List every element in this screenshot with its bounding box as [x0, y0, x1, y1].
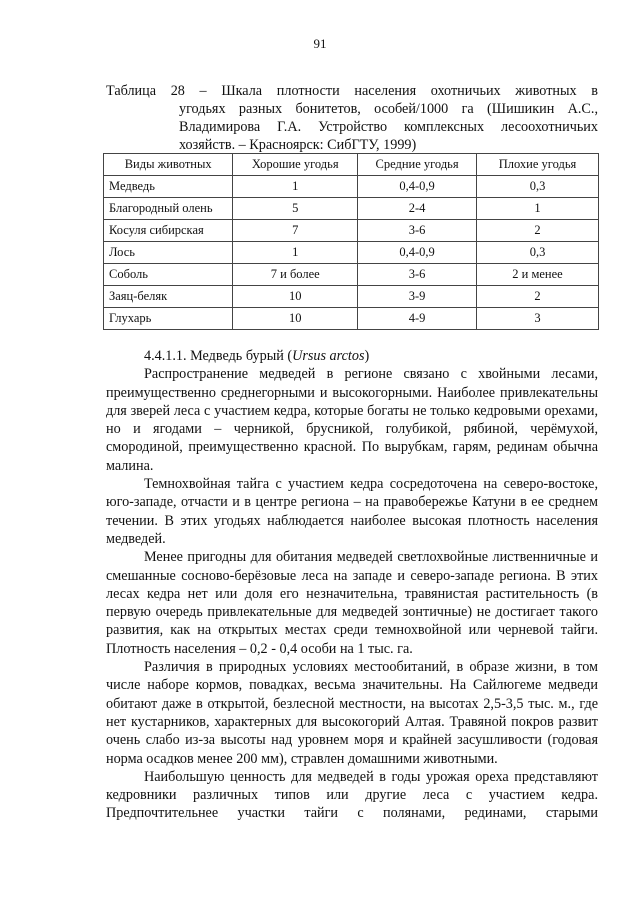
table-cell: 0,4-0,9: [358, 176, 477, 198]
table-cell: 10: [233, 308, 358, 330]
table-cell: 2 и менее: [477, 264, 599, 286]
species-cell: Благородный олень: [104, 198, 233, 220]
paragraph: Темнохвойная тайга с участием кедра сосредоточена на северо-востоке, юго-западе, отчасти и в центре региона – на правобережье Катуни в ее среднем течении. В этих угодьях наблюдается наиболее высокая плотность населения медведей.: [106, 476, 598, 547]
table-cell: 10: [233, 286, 358, 308]
table-cell: 2-4: [358, 198, 477, 220]
species-cell: Лось: [104, 242, 233, 264]
table-cell: 1: [233, 176, 358, 198]
table-row: [104, 198, 599, 220]
density-table: [103, 153, 599, 330]
latin-name: Ursus arctos: [292, 348, 365, 364]
page-number: 91: [313, 36, 327, 51]
table-cell: 3-6: [358, 264, 477, 286]
heading-close: ): [364, 348, 370, 364]
table-row: [104, 308, 599, 330]
caption-line: угодьях разных бонитетов, особей/1000 га (Шишикин А.С.,: [179, 101, 598, 117]
species-cell: Заяц-беляк: [104, 286, 233, 308]
paragraph: Различия в природных условиях местообитаний, в образе жизни, в том числе наборе кормов, повадках, весьма значительны. На Сайлюгеме медведи обитают даже в открытой, безлесной местности, на высотах 2,5-3,5 тыс. м., где нет кустарников, характерных для высокогорий Алтая. Травяной покров развит очень слабо из-за высоты над уровнем моря и крайней засушливости (годовая норма осадков менее 200 мм), стравлен домашними животными.: [106, 659, 598, 767]
table-cell: 0,3: [477, 176, 599, 198]
species-cell: Глухарь: [104, 308, 233, 330]
table-cell: 3-9: [358, 286, 477, 308]
column-header: Хорошие угодья: [233, 154, 358, 176]
table-row: [104, 286, 599, 308]
table-row: [104, 242, 599, 264]
caption-line: Таблица 28 – Шкала плотности населения охотничьих животных в: [106, 83, 598, 99]
species-cell: Медведь: [104, 176, 233, 198]
table-row: [104, 176, 599, 198]
table-row: [104, 220, 599, 242]
table-cell: 3: [477, 308, 599, 330]
table-cell: 7 и более: [233, 264, 358, 286]
table-caption: [106, 82, 598, 154]
table-cell: 5: [233, 198, 358, 220]
section-body: [106, 347, 598, 823]
paragraph: Наибольшую ценность для медведей в годы урожая ореха представляют кедровники различных типов или другие леса с участием кедра. Предпочтительнее участки тайги с полянами, рединами, старыми: [106, 768, 598, 822]
section-heading: [106, 347, 598, 365]
table-cell: 2: [477, 220, 599, 242]
table-row: [104, 264, 599, 286]
table-cell: 1: [477, 198, 599, 220]
heading-text: 4.4.1.1. Медведь бурый (: [144, 348, 293, 364]
caption-line: Владимирова Г.А. Устройство комплексных лесоохотничьих: [179, 119, 598, 135]
species-cell: Соболь: [104, 264, 233, 286]
table-cell: 0,3: [477, 242, 599, 264]
species-cell: Косуля сибирская: [104, 220, 233, 242]
paragraph: Распространение медведей в регионе связано с хвойными лесами, преимущественно среднегорными и высокогорными. Наиболее привлекательны для зверей леса с участием кедра, которые богаты не только кедровыми орехами, но и ягодами – черникой, брусникой, голубикой, рябиной, черёмухой, смородиной, преимущественно красной. По вырубкам, гарям, рединам обычна малина.: [106, 366, 598, 474]
table-cell: 2: [477, 286, 599, 308]
column-header: Средние угодья: [358, 154, 477, 176]
paragraph: Менее пригодны для обитания медведей светлохвойные лиственничные и смешанные сосново-берёзовые леса на западе и северо-западе региона. В этих лесах кедра нет или доля его незначительна, травянистая растительность (в первую очередь привлекательные для медведей зонтичные) не достигает такого развития, как на открытых местах среди темнохвойной или черневой тайги. Плотность населения – 0,2 - 0,4 особи на 1 тыс. га.: [106, 549, 598, 657]
table-cell: 3-6: [358, 220, 477, 242]
table-cell: 0,4-0,9: [358, 242, 477, 264]
column-header: Виды животных: [104, 154, 233, 176]
column-header: Плохие угодья: [477, 154, 599, 176]
table-cell: 4-9: [358, 308, 477, 330]
table-cell: 1: [233, 242, 358, 264]
table-cell: 7: [233, 220, 358, 242]
table-header-row: [104, 154, 599, 176]
caption-line: хозяйств. – Красноярск: СибГТУ, 1999): [179, 137, 417, 153]
